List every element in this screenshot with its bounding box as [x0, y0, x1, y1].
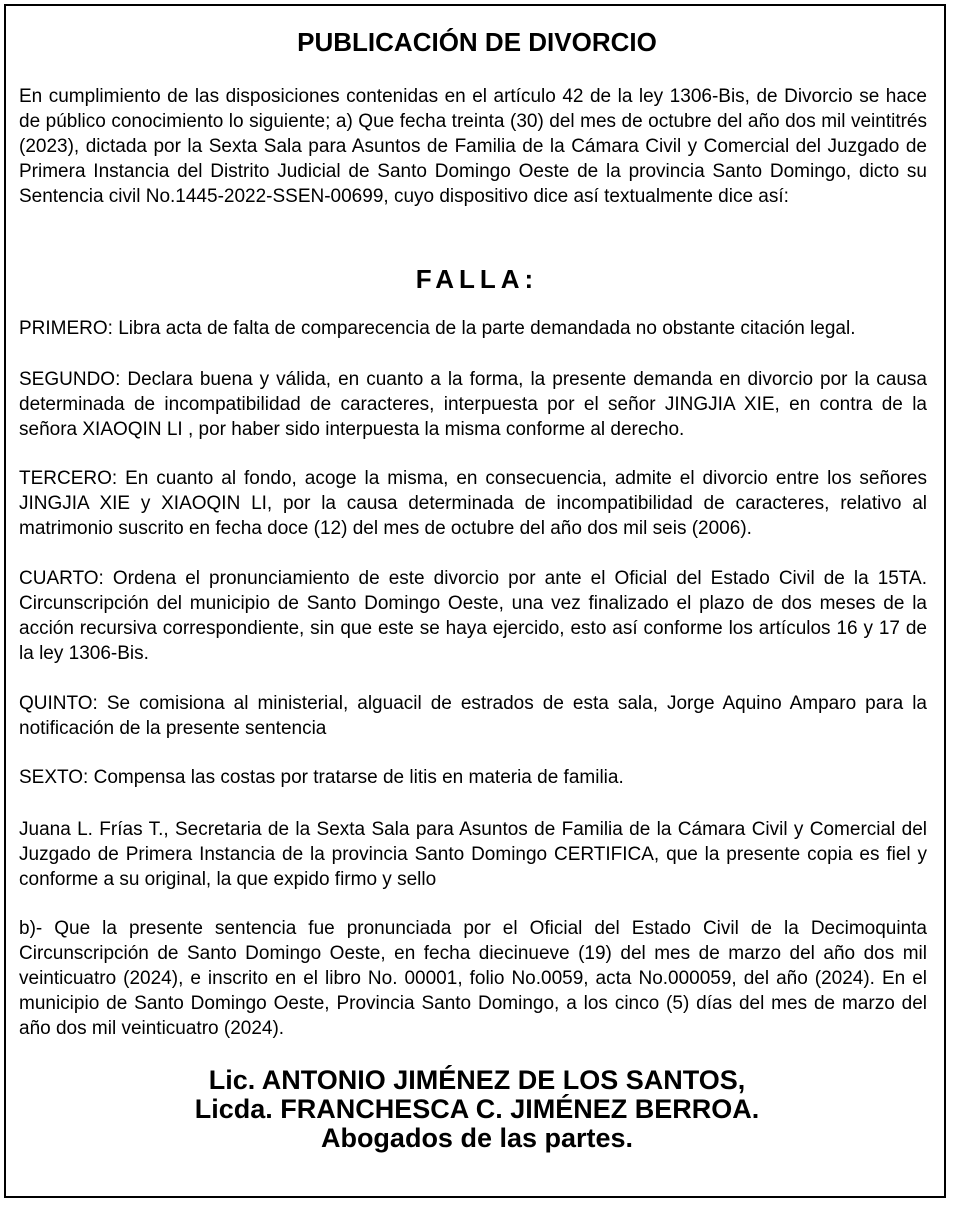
signature-line-3: Abogados de las partes. — [320, 1123, 634, 1153]
certification-paragraph: Juana L. Frías T., Secretaria de la Sexta Sala para Asuntos de Familia de la Cámara Civil y Comercial del Juzgado de Primera Instancia de la provincia Santo Domingo CERTIFICA, que la presente copia es fiel y conforme a su original, la que expido firmo y sello — [19, 819, 927, 890]
sexto-paragraph: SEXTO: Compensa las costas por tratarse de litis en materia de familia. — [19, 767, 624, 788]
intro-paragraph: En cumplimiento de las disposiciones contenidas en el artículo 42 de la ley 1306-Bis, de Divorcio se hace de público conocimiento lo siguiente; a) Que fecha treinta (30) del mes de octubre del año dos mil veintitrés (2023), dictada por la Sexta Sala para Asuntos de Familia de la Cámara Civil y Comercial del Juzgado de Primera Instancia del Distrito Judicial de Santo Domingo Oeste de la provincia Santo Domingo, dicto su Sentencia civil No.1445-2022-SSEN-00699, cuyo dispositivo dice así textualmente dice así: — [19, 86, 927, 207]
signature-block — [0, 1066, 954, 1153]
falla-heading: FALLA: — [415, 264, 539, 294]
signature-line-1: Lic. ANTONIO JIMÉNEZ DE LOS SANTOS, — [208, 1065, 746, 1095]
tercero-paragraph: TERCERO: En cuanto al fondo, acoge la misma, en consecuencia, admite el divorcio entre los señores JINGJIA XIE y XIAOQIN LI, por la causa determinada de incompatibilidad de caracteres, relativo al matrimonio suscrito en fecha doce (12) del mes de octubre del año dos mil seis (2006). — [19, 468, 927, 539]
document-title: PUBLICACIÓN DE DIVORCIO — [297, 27, 657, 57]
part-b-paragraph: b)- Que la presente sentencia fue pronunciada por el Oficial del Estado Civil de la Decimoquinta Circunscripción de Santo Domingo Oeste, en fecha diecinueve (19) del mes de marzo del año dos mil veinticuatro (2024), e inscrito en el libro No. 00001, folio No.0059, acta No.000059, del año (2024). En el municipio de Santo Domingo Oeste, Provincia Santo Domingo, a los cinco (5) días del mes de marzo del año dos mil veinticuatro (2024). — [19, 918, 927, 1039]
segundo-paragraph: SEGUNDO: Declara buena y válida, en cuanto a la forma, la presente demanda en divorcio por la causa determinada de incompatibilidad de caracteres, interpuesta por el señor JINGJIA XIE, en contra de la señora XIAOQIN LI , por haber sido interpuesta la misma conforme al derecho. — [19, 369, 927, 440]
cuarto-paragraph: CUARTO: Ordena el pronunciamiento de este divorcio por ante el Oficial del Estado Civil de la 15TA. Circunscripción del municipio de Santo Domingo Oeste, una vez finalizado el plazo de dos meses de la acción recursiva correspondiente, sin que este se haya ejercido, esto así conforme los artículos 16 y 17 de la ley 1306-Bis. — [19, 568, 927, 664]
primero-paragraph: PRIMERO: Libra acta de falta de comparecencia de la parte demandada no obstante citación legal. — [19, 318, 856, 339]
signature-line-2: Licda. FRANCHESCA C. JIMÉNEZ BERROA. — [194, 1094, 760, 1124]
quinto-paragraph: QUINTO: Se comisiona al ministerial, alguacil de estrados de esta sala, Jorge Aquino Amparo para la notificación de la presente sentencia — [19, 693, 927, 739]
